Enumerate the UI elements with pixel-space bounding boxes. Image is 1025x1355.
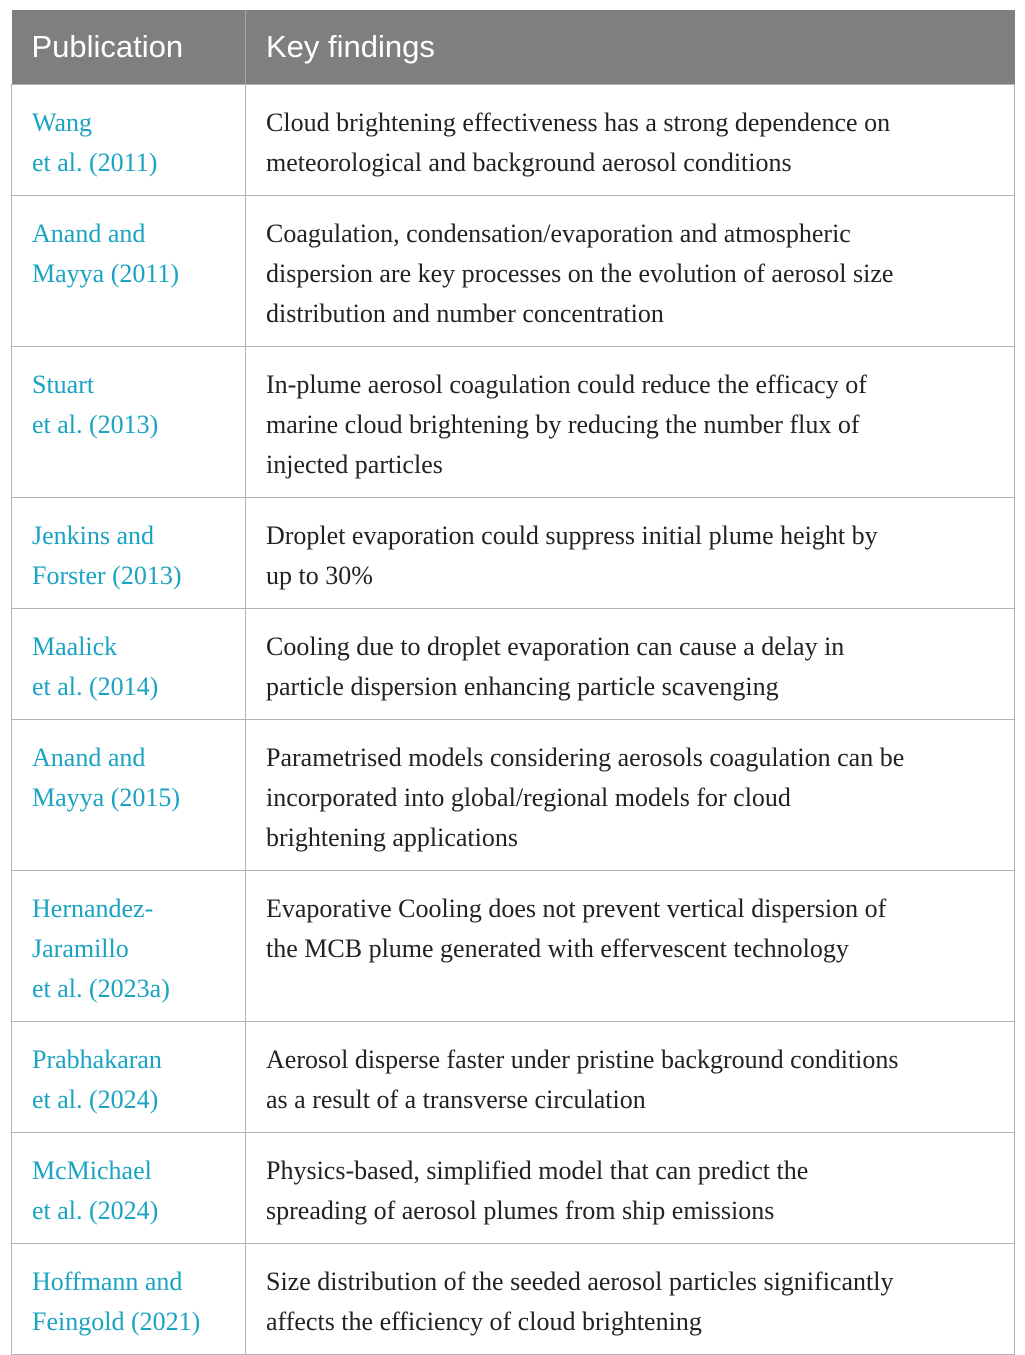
publication-citation-line[interactable]: Stuart [32,370,95,399]
key-findings-line: Size distribution of the seeded aerosol particles significantly [266,1267,894,1296]
key-findings-cell [246,720,1015,871]
publication-citation-line[interactable]: Wang [32,108,92,137]
key-findings-line: as a result of a transverse circulation [266,1085,646,1114]
key-findings-line: meteorological and background aerosol conditions [266,148,792,177]
key-findings-line: Cloud brightening effectiveness has a strong dependence on [266,108,891,137]
key-findings-line: affects the efficiency of cloud brightening [266,1307,702,1336]
key-findings-line: marine cloud brightening by reducing the number flux of [266,410,860,439]
key-findings-line: up to 30% [266,561,373,590]
table-row [12,347,1015,498]
table-row [12,498,1015,609]
key-findings-line: Evaporative Cooling does not prevent vertical dispersion of [266,894,887,923]
key-findings-line: distribution and number concentration [266,299,664,328]
key-findings-cell [246,1022,1015,1133]
publication-citation-line[interactable]: Jenkins and [32,521,155,550]
key-findings-line: dispersion are key processes on the evolution of aerosol size [266,259,894,288]
key-findings-cell [246,347,1015,498]
key-findings-line: spreading of aerosol plumes from ship emissions [266,1196,775,1225]
table-header [12,10,1015,85]
key-findings-line: Aerosol disperse faster under pristine background conditions [266,1045,899,1074]
publication-cell [12,871,246,1022]
publication-citation-line[interactable]: et al. (2023a) [32,974,170,1003]
table-row [12,1133,1015,1244]
publication-cell [12,85,246,196]
publication-cell [12,1022,246,1133]
publication-citation-line[interactable]: et al. (2011) [32,148,158,177]
publication-citation-line[interactable]: Mayya (2011) [32,259,180,288]
publication-cell [12,720,246,871]
publication-cell [12,498,246,609]
key-findings-line: incorporated into global/regional models for cloud [266,783,791,812]
findings-table [11,10,1015,1355]
publication-cell [12,347,246,498]
publication-citation-line[interactable]: et al. (2024) [32,1196,159,1225]
publication-citation-line[interactable]: et al. (2024) [32,1085,159,1114]
table-row [12,1022,1015,1133]
publication-cell [12,1244,246,1355]
key-findings-line: Cooling due to droplet evaporation can cause a delay in [266,632,845,661]
key-findings-cell [246,609,1015,720]
key-findings-line: particle dispersion enhancing particle scavenging [266,672,779,701]
table-row [12,720,1015,871]
publication-citation-line[interactable]: McMichael [32,1156,152,1185]
publication-citation-line[interactable]: Hernandez- [32,894,154,923]
table-row [12,609,1015,720]
key-findings-line: the MCB plume generated with effervescent technology [266,934,849,963]
table-row [12,85,1015,196]
publication-cell [12,196,246,347]
table-body [12,85,1015,1355]
publication-citation-line[interactable]: Prabhakaran [32,1045,162,1074]
publication-citation-line[interactable]: Anand and [32,219,146,248]
key-findings-line: Droplet evaporation could suppress initial plume height by [266,521,878,550]
header-row [12,10,1015,85]
table-row [12,871,1015,1022]
key-findings-cell [246,498,1015,609]
publication-citation-line[interactable]: Maalick [32,632,118,661]
publication-cell [12,609,246,720]
publication-citation-line[interactable]: Forster (2013) [32,561,182,590]
publication-citation-line[interactable]: Mayya (2015) [32,783,181,812]
table-row [12,1244,1015,1355]
key-findings-cell [246,85,1015,196]
publication-citation-line[interactable]: et al. (2014) [32,672,159,701]
publication-citation-line[interactable]: Feingold (2021) [32,1307,201,1336]
key-findings-cell [246,871,1015,1022]
publication-citation-line[interactable]: et al. (2013) [32,410,159,439]
key-findings-cell [246,196,1015,347]
publication-citation-line[interactable]: Hoffmann and [32,1267,183,1296]
publication-citation-line[interactable]: Jaramillo [32,934,129,963]
key-findings-cell [246,1133,1015,1244]
key-findings-line: Coagulation, condensation/evaporation and atmospheric [266,219,851,248]
publication-citation-line[interactable]: Anand and [32,743,146,772]
header-publication: Publication [12,10,246,85]
key-findings-cell [246,1244,1015,1355]
findings-table-container [11,10,1014,1355]
key-findings-line: Parametrised models considering aerosols coagulation can be [266,743,905,772]
publication-cell [12,1133,246,1244]
header-key-findings: Key findings [246,10,1015,85]
table-row [12,196,1015,347]
key-findings-line: brightening applications [266,823,519,852]
key-findings-line: In-plume aerosol coagulation could reduce the efficacy of [266,370,867,399]
key-findings-line: injected particles [266,450,443,479]
key-findings-line: Physics-based, simplified model that can predict the [266,1156,809,1185]
